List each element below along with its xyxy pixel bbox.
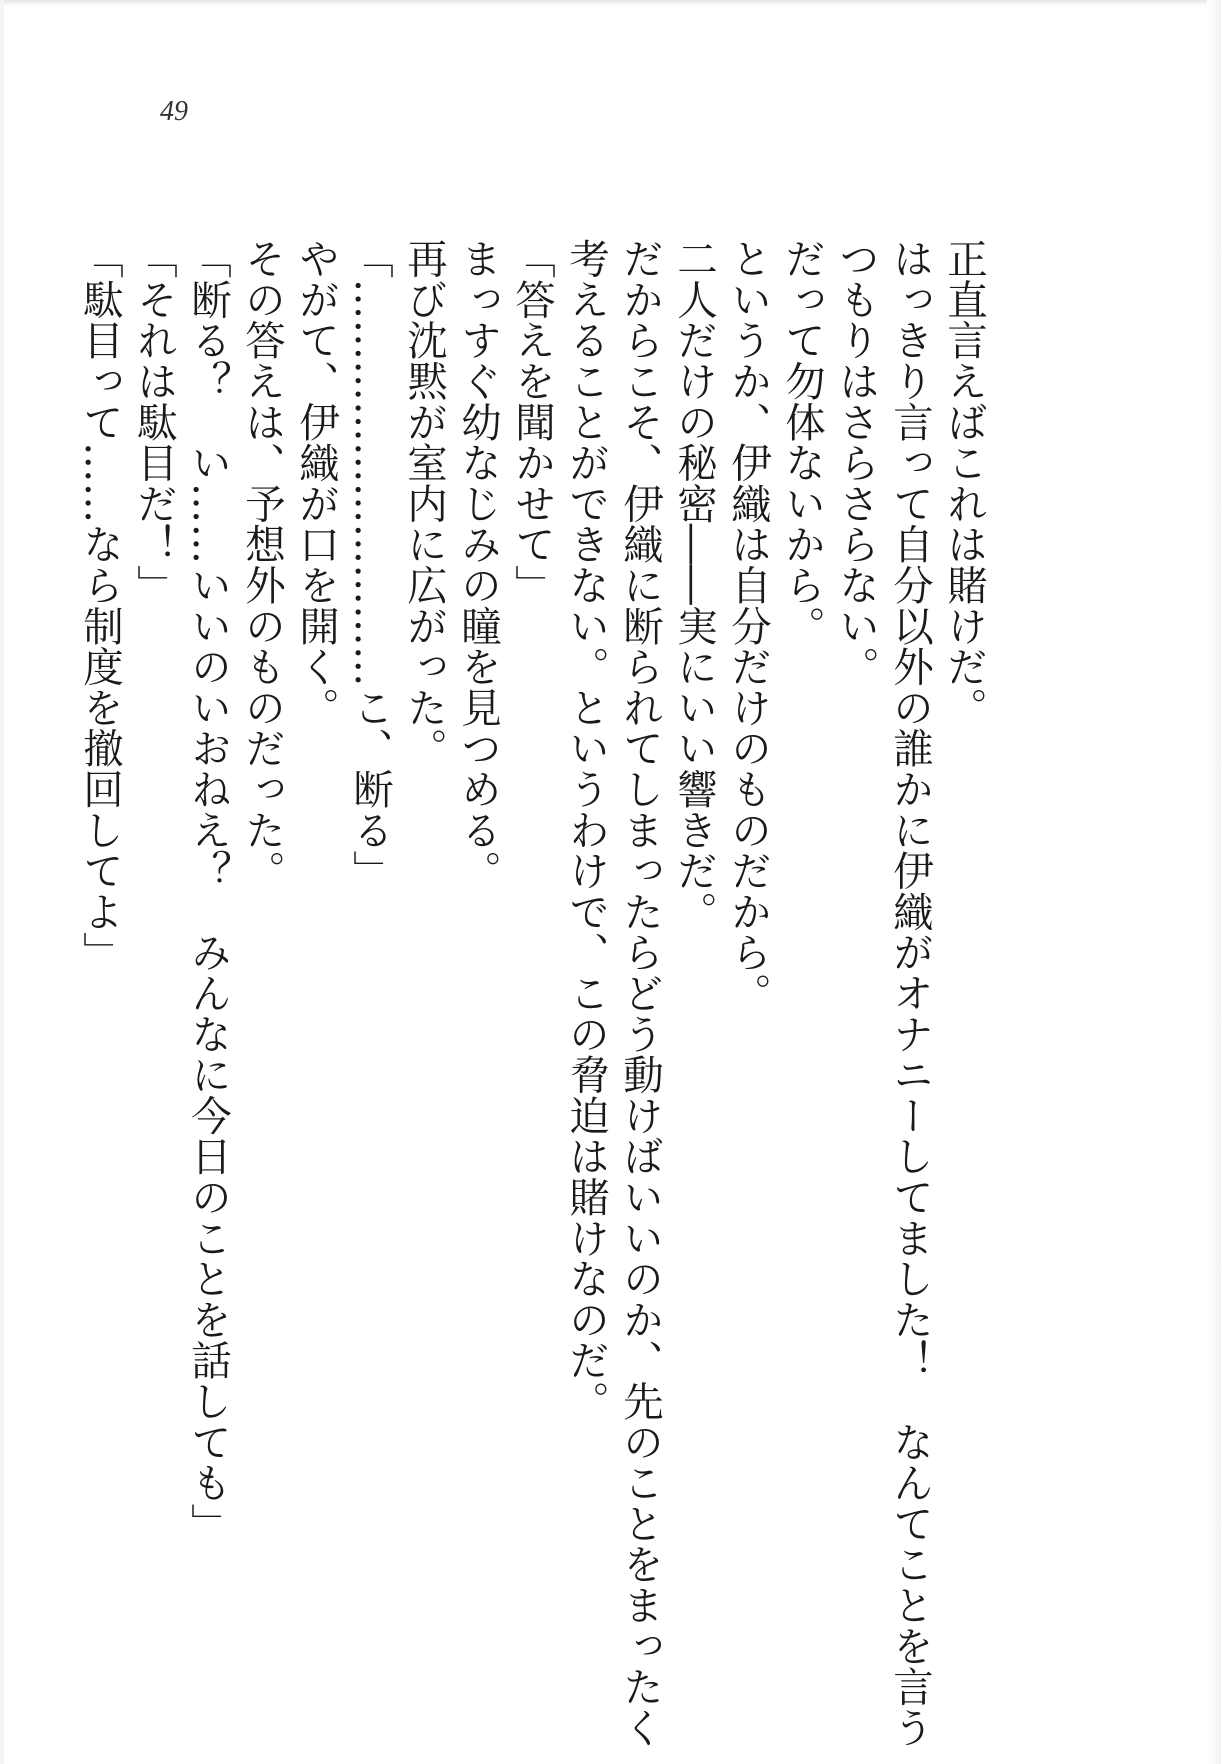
text-line: つもりはさらさらない。: [832, 238, 880, 687]
text-line: 考えることができない。というわけで、この脅迫は賭けなのだ。: [562, 238, 610, 1422]
page-top-edge: [0, 0, 1221, 6]
text-line: はっきり言って自分以外の誰かに伊織がオナニーしてました！ なんてことを言う: [886, 238, 934, 1748]
text-line: その答えは、予想外のものだった。: [238, 238, 286, 891]
page-left-edge: [0, 0, 4, 1764]
text-line: だって勿体ないから。: [778, 238, 826, 646]
text-line: 正直言えばこれは賭けだ。: [940, 238, 988, 728]
text-line: 再び沈黙が室内に広がった。: [400, 238, 448, 769]
text-line: まっすぐ幼なじみの瞳を見つめる。: [454, 238, 502, 891]
text-line: 「…………………………こ、断る」: [346, 238, 394, 891]
text-line: 「答えを聞かせて」: [508, 238, 556, 606]
text-line: 「駄目って……なら制度を撤回してよ」: [76, 238, 124, 973]
text-line: やがて、伊織が口を開く。: [292, 238, 340, 728]
text-line: 「それは駄目だ！」: [130, 238, 178, 606]
vertical-text-body: [73, 238, 991, 1748]
text-line: 二人だけの秘密――実にいい響きだ。: [670, 238, 718, 932]
text-line: 「断る？ い……いいのいおねえ？ みんなに今日のことを話しても」: [184, 238, 232, 1544]
text-line: だからこそ、伊織に断られてしまったらどう動けばいいのか、先のことをまったく: [616, 238, 664, 1748]
page-number: 49: [160, 96, 188, 127]
page-right-edge: [1207, 0, 1221, 1764]
text-line: というか、伊織は自分だけのものだから。: [724, 238, 772, 1014]
